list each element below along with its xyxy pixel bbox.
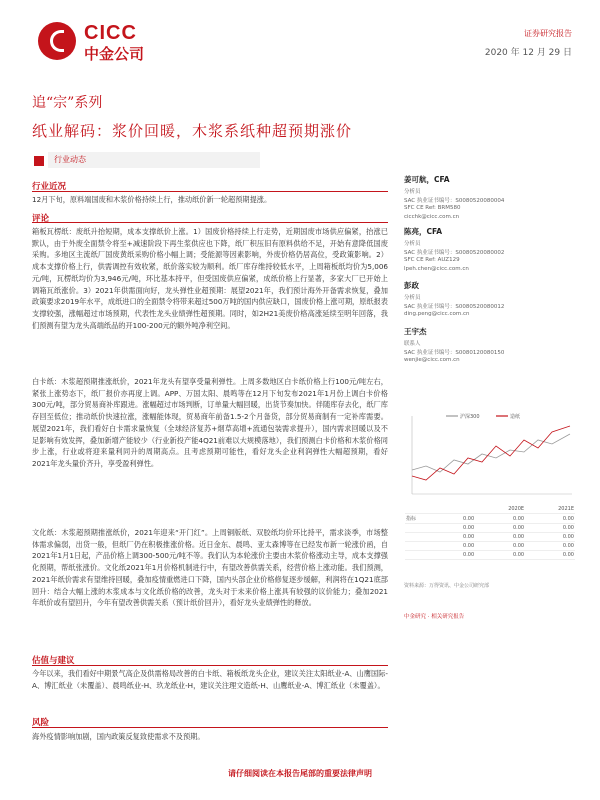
analyst-email[interactable]: lpeh.chen@cicc.com.cn (404, 266, 469, 272)
logo-text-en: CICC (84, 22, 137, 44)
table-cell (405, 533, 439, 542)
table-cell: 0.00 (525, 533, 575, 542)
table-row (405, 505, 575, 514)
legend-label-index: 沪深300 (460, 414, 480, 420)
analyst-license: SAC 执业证书编号：S0080120080150 (404, 350, 505, 356)
industry-tag: 行业动态 (48, 152, 260, 168)
analyst-sfc: SFC CE Ref: BRM580 (404, 205, 461, 211)
recent-text: 12月下旬，原料端国废和木浆价格持续上行，推动纸价新一轮超预期提涨。 (32, 195, 272, 204)
divider (32, 191, 388, 192)
performance-chart (406, 410, 576, 502)
section-heading-recent: 行业近况 (32, 182, 67, 192)
table-cell: 0.00 (439, 542, 476, 551)
divider (32, 665, 388, 666)
analyst-email[interactable]: cicchk@cicc.com.cn (404, 214, 460, 220)
table-cell (405, 551, 439, 560)
review-paragraph-2: 白卡纸：木浆超预期推涨纸价，2021年龙头有望享受量利弹性。上周多数地区白卡纸价格上行100元/吨左右，紧张上涨势态下，纸厂报价亦再度上调。APP、万国太阳、晨鸣等在12月下旬发布2021年1月份上调白卡价格300元/吨，部分贸易商补库跟进。涨幅超过市场判断，订单量大幅回暖，出货节奏加快。伴随库存去化，纸厂库存回至低位；推动纸价快速拉涨，涨幅能体现，贸易商年前备1.5-2个月备货，部分贸易商制有一定补库需要。展望2021年，我们看好白卡需求量恢复（全球经济复苏+烟草高增+流通包装需求提升），国内需求回暖以及不足影响有效发挥，叠加新增产能较少（行业新投产能4Q21前难以大规模落地），我们预测白卡价格和木浆价格同步上涨，行业或将迎来量利同升的周期高点。且考虑预期可能性，看好龙头企业利润弹性大幅超预期，看好2021年龙头量价齐升，享受盈利弹性。 (32, 377, 388, 468)
tag-marker (34, 156, 44, 166)
table-cell: 0.00 (439, 551, 476, 560)
table-cell: 2020E (475, 505, 525, 514)
table-cell (439, 505, 476, 514)
analyst-name: 姜可航，CFA (404, 175, 450, 184)
stock-data-table (405, 505, 575, 560)
review-paragraph-3: 文化纸：木浆超预期推涨纸价，2021年迎来“开门红”。上周铜版纸、双胶纸均价环比持平，需求淡季，市场整体需求偏弱，出货一般，但纸厂仍在积极推涨价格。近日金东、晨鸣、亚太森博等在已经发布新一轮涨价函，自2021年1月1日起，产品价格上调300-500元/吨不等。我们认为本轮涨价主要由木浆价格涨动主导，成本支撑强化预期，帮纸张涨价。文化纸2021年1月价格机制进行中，有望改善供需关系，经营价格上涨动能。我们预测，2021年纸价需求有望维持回暖，叠加疫情重燃进口下降，国内头部企业价格修复逐步缓解，利润将在1Q21底部回升：结合大幅上涨的木浆成本与文化纸价格的改善，龙头对于未来价格上涨具有较强的议价能力；叠加2021年纸价或有望回升，今年有望改善供需关系（预计纸价回升），看好龙头业绩弹性的释放。 (32, 528, 388, 608)
analyst-role: 分析员 (404, 295, 421, 301)
analyst-license: SAC 执业证书编号：S0080520080002 (404, 250, 505, 256)
analyst-sfc: SFC CE Ref: AUZ129 (404, 257, 460, 263)
analyst-name: 王宇杰 (404, 327, 427, 336)
table-cell: 0.00 (439, 533, 476, 542)
table-cell: 2021E (525, 505, 575, 514)
table-cell: 0.00 (475, 514, 525, 524)
legend-label-sector: 造纸 (510, 414, 521, 420)
series-title: 追“宗”系列 (32, 95, 103, 111)
logo-text-cn: 中金公司 (84, 45, 145, 63)
table-cell: 0.00 (439, 514, 476, 524)
table-row (405, 551, 575, 560)
index-line (412, 434, 570, 472)
table-cell: 0.00 (525, 524, 575, 533)
cicc-logo-mark (38, 22, 76, 60)
table-cell: 0.00 (525, 551, 575, 560)
section-heading-review: 评论 (32, 214, 50, 224)
table-cell: 0.00 (525, 542, 575, 551)
divider (32, 222, 388, 223)
table-row (405, 524, 575, 533)
analyst-license: SAC 执业证书编号：S0080520080004 (404, 198, 505, 204)
table-row (405, 533, 575, 542)
table-cell: 0.00 (475, 524, 525, 533)
table-cell (405, 505, 439, 514)
analyst-role: 分析员 (404, 189, 421, 195)
related-reports[interactable]: 中金研究 · 相关研究报告 (404, 614, 465, 620)
analyst-role: 联系人 (404, 341, 421, 347)
analyst-name: 彭政 (404, 281, 419, 290)
analyst-name: 陈亮，CFA (404, 227, 443, 236)
chart-source: 资料来源：万得资讯、中金公司研究部 (404, 583, 490, 589)
report-type: 证券研究报告 (524, 29, 572, 38)
analyst-email[interactable]: ding.peng@cicc.com.cn (404, 311, 470, 317)
analyst-email[interactable]: wenjie@cicc.com.cn (404, 357, 460, 363)
table-row (405, 514, 575, 524)
analyst-license: SAC 执业证书编号：S0080520080012 (404, 304, 505, 310)
table-cell: 0.00 (475, 551, 525, 560)
risk-text: 海外疫情影响加剧，国内政策反复致使需求不及预期。 (32, 732, 205, 741)
report-title: 纸业解码：浆价回暖，木浆系纸种超预期涨价 (32, 122, 353, 140)
table-cell (405, 524, 439, 533)
legal-footer: 请仔细阅读在本报告尾部的重要法律声明 (228, 769, 372, 778)
sector-line (412, 426, 570, 480)
table-cell: 0.00 (439, 524, 476, 533)
divider (32, 727, 388, 728)
review-paragraph-1: 箱板瓦楞纸：废纸升抬短期，成本支撑纸价上涨。1）国废价格持续上行走势，近期国废市场供应偏紧，抬涨已默认，由于外废全面禁令将至+减速阶段下再生浆供应也下降，纸厂积压旧有原料供给不足，开始有意降低国废采购。多地区主流纸厂国废黄纸采购价格小幅上调；受能源等因素影响，外废价格仍居高位，受政策影响。2）成本支撑价格上行，供需调控有效收紧，纸价落实较为顺利。纸厂库存维持较低水平，上周箱板纸均价为5,006元/吨，瓦楞纸均价为3,946元/吨，环比基本持平，但受国废供应偏紧，成纸价格上行显著，多家大厂已开始上调箱瓦纸涨价。3）2021年供需面向好，龙头弹性业超预期：展望2021年，我们预计海外开备需求恢复，叠加政策要求2019年水平，成纸进口的全面禁令将带来超过500万吨的国内供应缺口，国废价格上涨可期，原纸报表支撑较强，涨幅超过市场预期，代表性龙头业绩弹性超预期。同时，如2H21美废价格高涨延续至明年回落，我们预测有望为龙头高端纸品的开100-200元的额外吨净利空间。 (32, 227, 388, 330)
table-row (405, 542, 575, 551)
analyst-role: 分析员 (404, 241, 421, 247)
section-heading-valuation: 估值与建议 (32, 656, 75, 666)
table-cell: 0.00 (525, 514, 575, 524)
table-cell: 0.00 (475, 533, 525, 542)
table-cell: 0.00 (475, 542, 525, 551)
report-date: 2020 年 12 月 29 日 (484, 48, 572, 58)
table-cell (405, 542, 439, 551)
section-heading-risk: 风险 (32, 718, 50, 728)
valuation-text: 今年以来，我们看好中期景气高企及供需格局改善的白卡纸、箱板纸龙头企业，建议关注太阳纸业-A、山鹰国际-A、博汇纸业（未覆盖）、晨鸣纸业-H、玖龙纸业-H，建议关注理文造纸-H、山鹰纸业-A、博汇纸业（未覆盖）。 (32, 669, 388, 690)
table-cell: 指标 (405, 514, 439, 524)
